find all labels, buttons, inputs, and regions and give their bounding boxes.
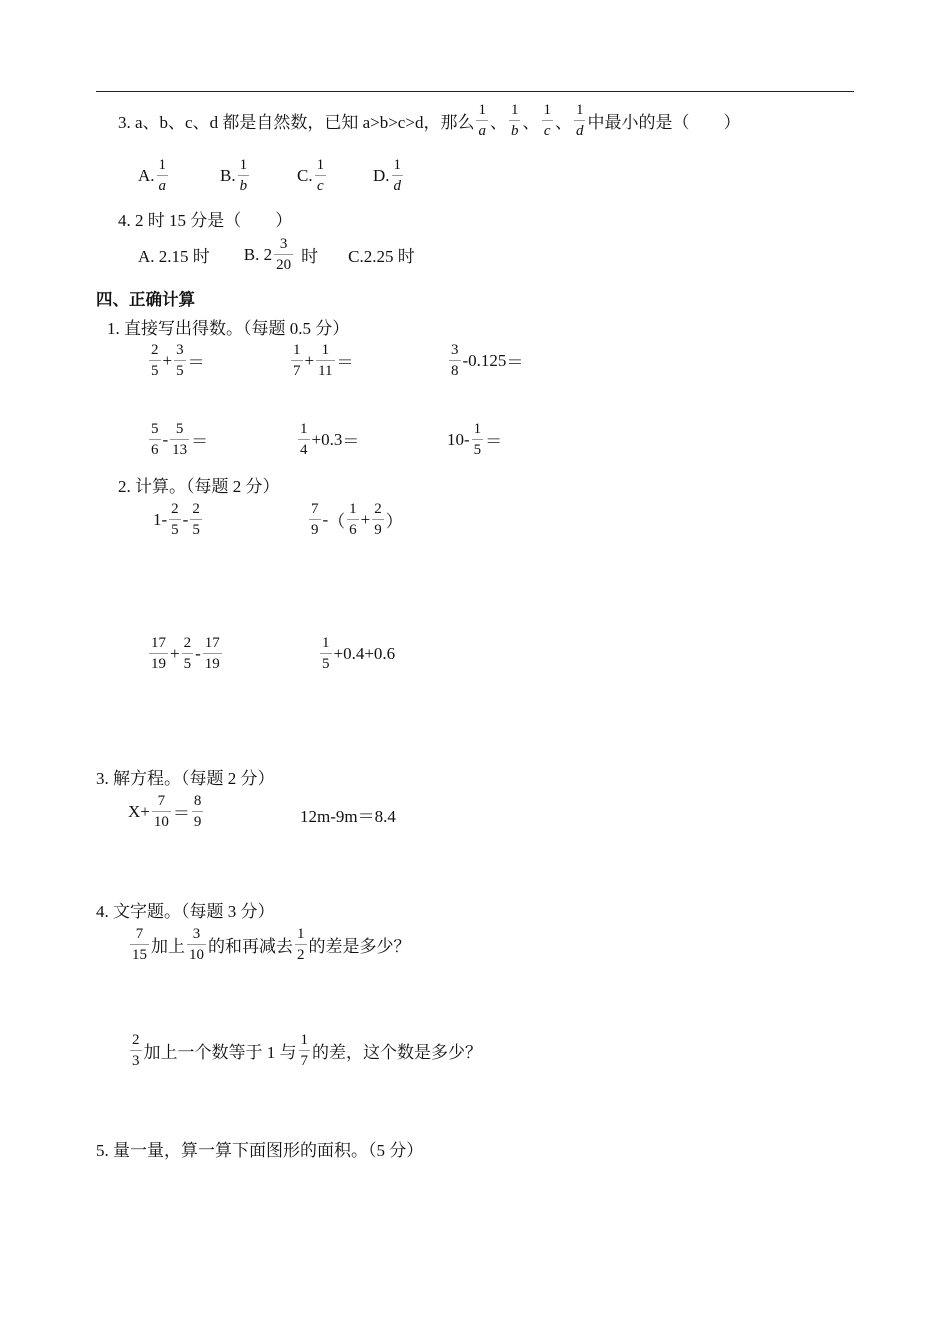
- sub3-equation-1: X+ $\frac{7}{10}$ ＝ $\frac{8}{9}$: [128, 793, 202, 830]
- q3-prefix: 3. a、b、c、d 都是自然数，已知 a>b>c>d，那么: [118, 113, 475, 132]
- q3-option-d: D. $\frac{1}{d}$: [373, 157, 402, 194]
- sub2-calc-4: $\frac{1}{5}$ +0.4+0.6: [322, 635, 396, 672]
- q3-option-b: B. $\frac{1}{b}$: [220, 157, 248, 194]
- sub1-expr-4: $\frac{5}{6}$ - $\frac{5}{13}$ ＝: [151, 421, 209, 458]
- q3-option-c: C. $\frac{1}{c}$: [297, 157, 325, 194]
- q3-option-a: A. $\frac{1}{a}$: [138, 157, 167, 194]
- sub1-expr-2: $\frac{1}{7}$ + $\frac{1}{11}$ ＝: [293, 342, 354, 379]
- top-rule: [96, 91, 854, 92]
- sub4-word-problem-1: $\frac{7}{15}$ 加上 $\frac{3}{10}$ 的和再减去 $\frac{1}{2}$ 的差是多少？: [132, 926, 411, 963]
- sub2-title: 2. 计算。（每题 2 分）: [118, 477, 280, 496]
- sub3-title: 3. 解方程。（每题 2 分）: [96, 769, 275, 788]
- sub1-expr-1: $\frac{2}{5}$ + $\frac{3}{5}$ ＝: [151, 342, 205, 379]
- fraction-1-over-d: $\frac{1}{d}$: [575, 102, 584, 139]
- fraction-1-over-c: $\frac{1}{c}$: [543, 102, 551, 139]
- sub4-word-problem-2: $\frac{2}{3}$ 加上一个数等于 1 与 $\frac{1}{7}$ 的差，这个数是多少？: [132, 1032, 482, 1069]
- fraction-1-over-a: $\frac{1}{a}$: [478, 102, 486, 139]
- sub1-expr-6: 10- $\frac{1}{5}$ ＝: [447, 421, 503, 458]
- q4-option-c: C.2.25 时: [348, 247, 415, 266]
- question-4: 4. 2 时 15 分是（ ）: [118, 211, 293, 230]
- q4-options: A. 2.15 时 B. 2 $\frac{3}{20}$ 时 C.2.25 时: [138, 236, 415, 273]
- sub5-title: 5. 量一量，算一算下面图形的面积。（5 分）: [96, 1141, 424, 1160]
- section-4-heading: 四、正确计算: [96, 290, 195, 309]
- sub4-title: 4. 文字题。（每题 3 分）: [96, 902, 275, 921]
- q4-option-b-fraction: $\frac{3}{20}$: [276, 236, 292, 273]
- fraction-1-over-b: $\frac{1}{b}$: [510, 102, 519, 139]
- sub2-calc-3: $\frac{17}{19}$ + $\frac{2}{5}$ - $\frac{17}{19}$: [151, 635, 220, 672]
- sub2-calc-2: $\frac{7}{9}$ - （ $\frac{1}{6}$ + $\frac{2}{9}$ ）: [311, 501, 403, 538]
- q3-suffix: 中最小的是（ ）: [587, 113, 741, 132]
- sub1-title: 1. 直接写出得数。（每题 0.5 分）: [107, 319, 350, 338]
- q4-option-b-prefix: B. 2: [243, 244, 273, 264]
- q4-option-a: A. 2.15 时: [138, 247, 210, 266]
- sub1-expr-3: $\frac{3}{8}$ -0.125 ＝: [451, 342, 524, 379]
- sub2-calc-1: 1- $\frac{2}{5}$ - $\frac{2}{5}$: [153, 501, 200, 538]
- sub3-equation-2: 12m-9m＝8.4: [300, 807, 396, 826]
- sub1-expr-5: $\frac{1}{4}$ +0.3 ＝: [300, 421, 360, 458]
- question-3: 3. a、b、c、d 都是自然数，已知 a>b>c>d，那么 $\frac{1}{a}$ 、 $\frac{1}{b}$ 、 $\frac{1}{c}$ 、 $\frac{1}{d}$ 中最小的是（ ）: [118, 102, 741, 139]
